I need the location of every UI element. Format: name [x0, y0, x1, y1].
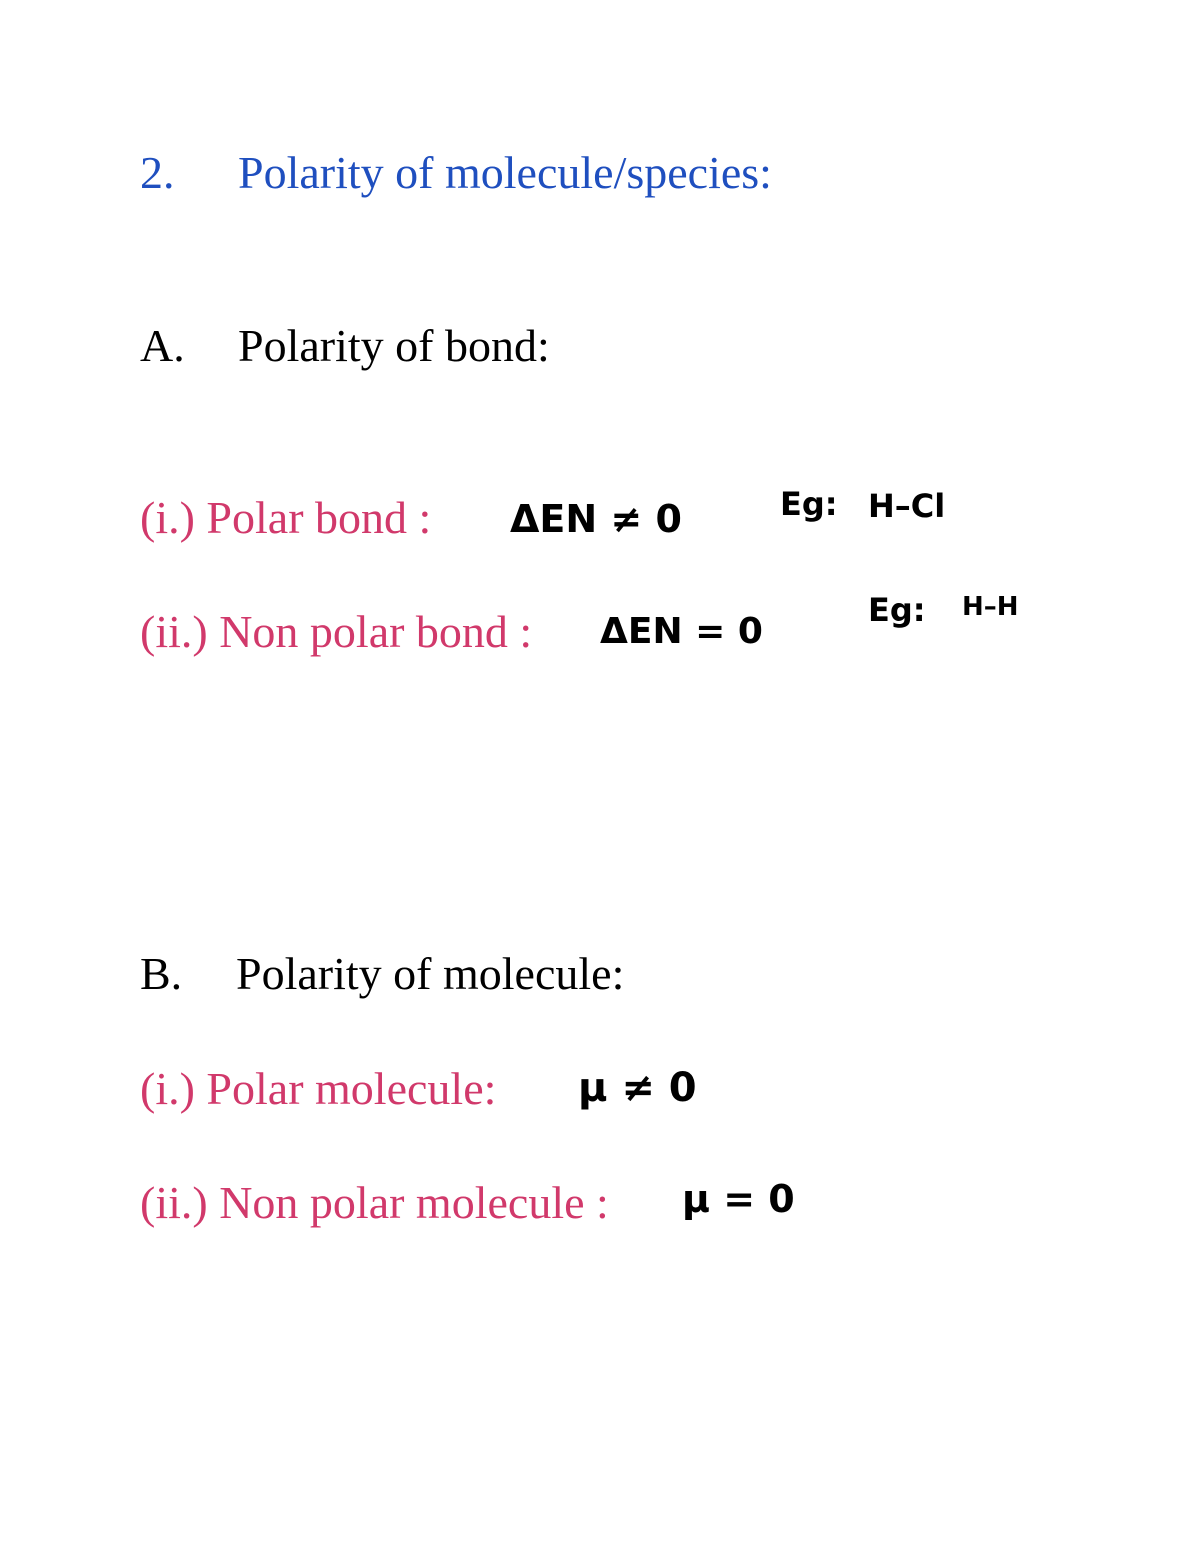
- polar-bond-condition: ΔEN ≠ 0: [510, 497, 682, 541]
- nonpolar-molecule-condition: μ = 0: [682, 1177, 795, 1221]
- nonpolar-bond-eg: Eg:: [868, 591, 926, 629]
- section-a-title: Polarity of bond:: [238, 320, 550, 371]
- nonpolar-bond-condition: ΔEN = 0: [600, 611, 763, 652]
- section-b-label: B.: [140, 948, 183, 999]
- polar-bond-eg: Eg:: [780, 485, 838, 523]
- section-a-label: A.: [140, 320, 185, 371]
- section-b-title: Polarity of molecule:: [236, 948, 625, 999]
- polar-molecule-label: (i.) Polar molecule:: [140, 1063, 497, 1114]
- heading-title: Polarity of molecule/species:: [238, 147, 772, 198]
- heading-number: 2.: [140, 147, 175, 198]
- nonpolar-bond-label: (ii.) Non polar bond :: [140, 606, 533, 657]
- polar-bond-example: H–Cl: [868, 487, 946, 525]
- nonpolar-bond-example: H–H: [962, 592, 1019, 622]
- polar-molecule-condition: μ ≠ 0: [578, 1065, 697, 1111]
- nonpolar-molecule-label: (ii.) Non polar molecule :: [140, 1177, 609, 1228]
- polar-bond-label: (i.) Polar bond :: [140, 492, 432, 543]
